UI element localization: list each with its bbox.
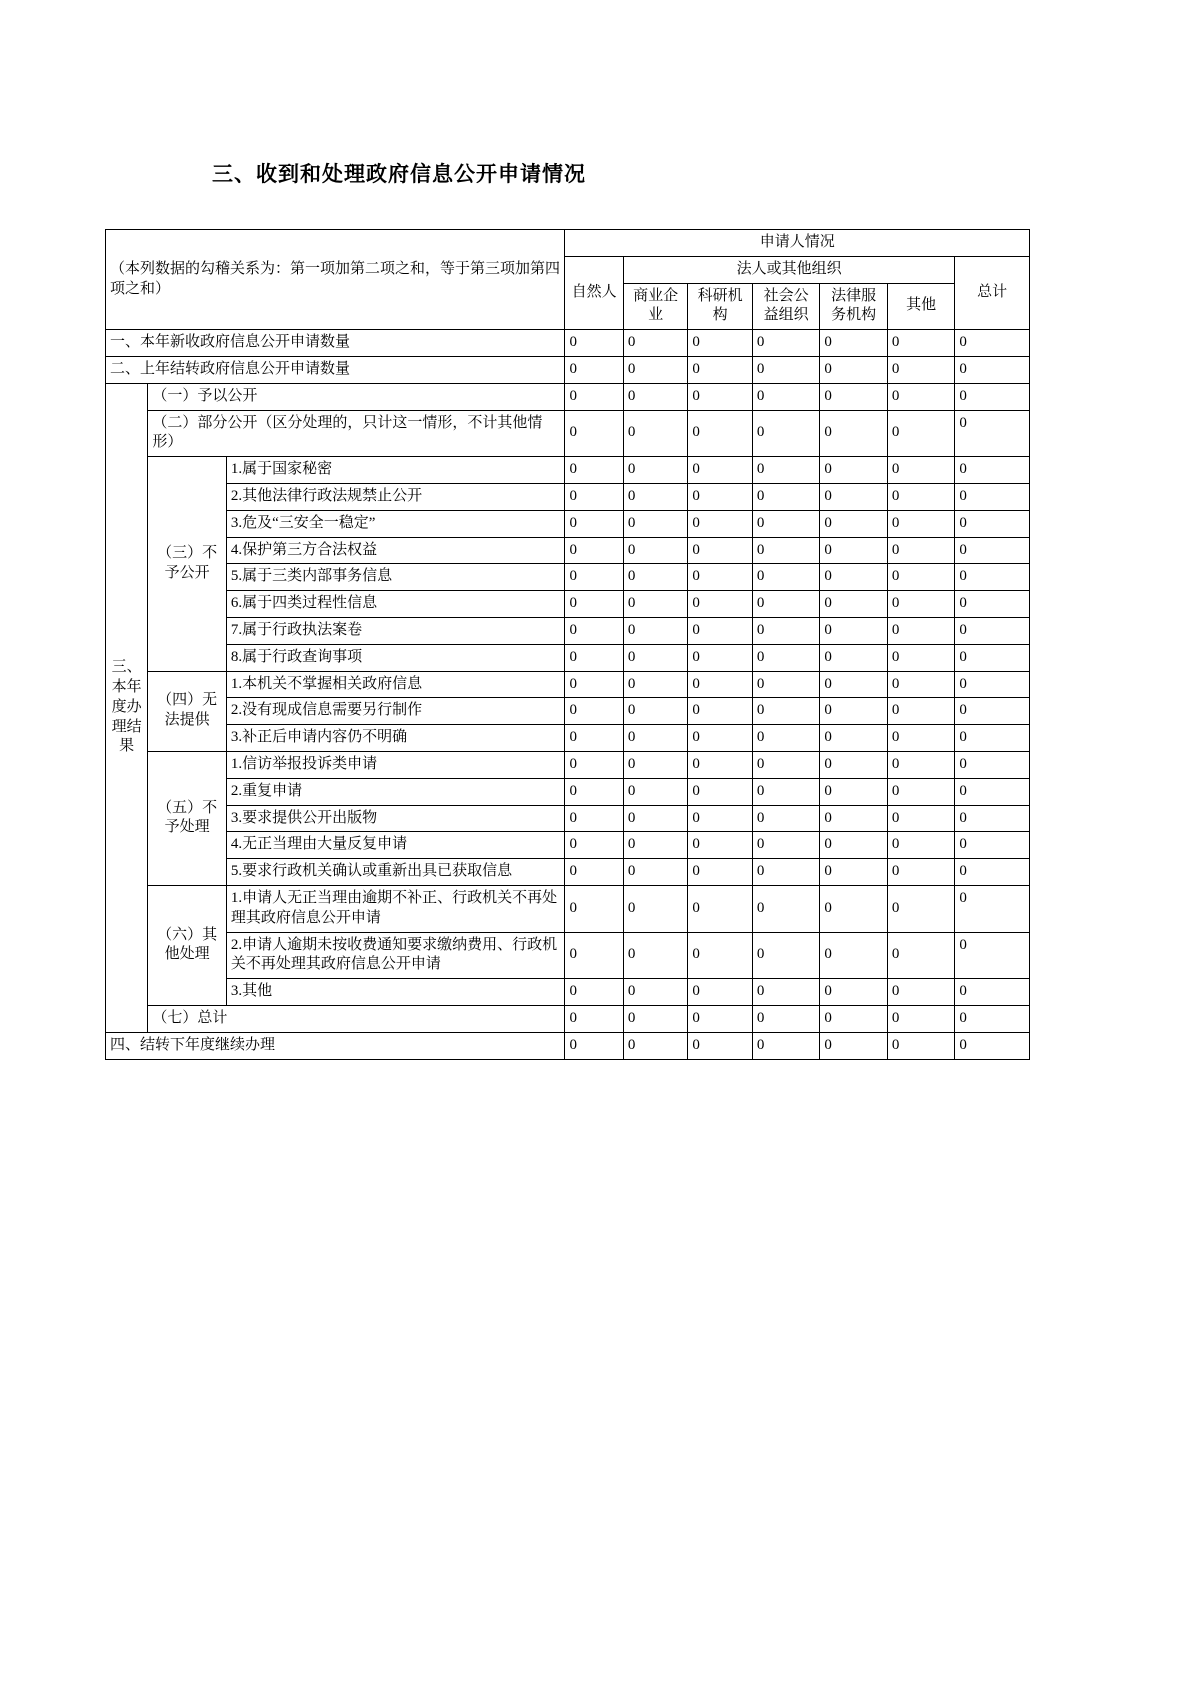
cell-value: 0 (887, 832, 955, 859)
cell-value: 0 (955, 932, 1030, 979)
cell-value: 0 (565, 617, 623, 644)
cell-value: 0 (623, 751, 687, 778)
cell-value: 0 (887, 537, 955, 564)
cell-value: 0 (565, 564, 623, 591)
cell-value: 0 (887, 725, 955, 752)
cell-value: 0 (955, 537, 1030, 564)
row-label-complaint-type: 1.信访举报投诉类申请 (226, 751, 565, 778)
cell-value: 0 (955, 483, 1030, 510)
cell-value: 0 (688, 778, 752, 805)
cell-value: 0 (623, 591, 687, 618)
cell-value: 0 (688, 617, 752, 644)
cell-value: 0 (565, 698, 623, 725)
cell-value: 0 (820, 510, 888, 537)
cell-value: 0 (955, 457, 1030, 484)
cell-value: 0 (565, 832, 623, 859)
table-row (106, 330, 1030, 357)
cell-value: 0 (752, 805, 820, 832)
table-row (106, 617, 1030, 644)
cell-value: 0 (820, 356, 888, 383)
cell-value: 0 (752, 617, 820, 644)
cell-value: 0 (752, 356, 820, 383)
header-natural-person: 自然人 (565, 256, 623, 329)
cell-value: 0 (565, 859, 623, 886)
cell-value: 0 (820, 751, 888, 778)
table-row (106, 457, 1030, 484)
cell-value: 0 (688, 483, 752, 510)
cell-value: 0 (820, 671, 888, 698)
header-col-research: 科研机构 (688, 283, 752, 330)
header-col-other: 其他 (887, 283, 955, 330)
cell-value: 0 (887, 457, 955, 484)
row-label-not-held: 1.本机关不掌握相关政府信息 (226, 671, 565, 698)
row-subgroup-unable-provide: （四）无法提供 (148, 671, 227, 751)
header-total: 总计 (955, 256, 1030, 329)
table-header-row-1 (106, 230, 1030, 257)
cell-value: 0 (623, 778, 687, 805)
cell-value: 0 (955, 671, 1030, 698)
cell-value: 0 (623, 383, 687, 410)
cell-value: 0 (623, 1032, 687, 1059)
cell-value: 0 (688, 510, 752, 537)
cell-value: 0 (820, 483, 888, 510)
cell-value: 0 (887, 383, 955, 410)
table-row (106, 832, 1030, 859)
cell-value: 0 (887, 778, 955, 805)
cell-value: 0 (623, 805, 687, 832)
row-label-endanger-security: 3.危及“三安全一稳定” (226, 510, 565, 537)
cell-value: 0 (688, 932, 752, 979)
row-label-disclose: （一）予以公开 (148, 383, 565, 410)
cell-value: 0 (688, 725, 752, 752)
cell-value: 0 (623, 885, 687, 932)
cell-value: 0 (887, 564, 955, 591)
cell-value: 0 (887, 591, 955, 618)
header-note: （本列数据的勾稽关系为：第一项加第二项之和，等于第三项加第四项之和） (106, 230, 565, 330)
cell-value: 0 (955, 859, 1030, 886)
row-label-subtotal: （七）总计 (148, 1005, 565, 1032)
cell-value: 0 (565, 778, 623, 805)
cell-value: 0 (820, 410, 888, 457)
cell-value: 0 (955, 698, 1030, 725)
header-col-public-welfare: 社会公益组织 (752, 283, 820, 330)
table-row (106, 725, 1030, 752)
cell-value: 0 (623, 859, 687, 886)
cell-value: 0 (752, 859, 820, 886)
cell-value: 0 (565, 1032, 623, 1059)
row-label-internal-affairs: 5.属于三类内部事务信息 (226, 564, 565, 591)
table-row (106, 1032, 1030, 1059)
cell-value: 0 (887, 510, 955, 537)
row-label-carry-next-year: 四、结转下年度继续办理 (106, 1032, 565, 1059)
row-label-still-unclear: 3.补正后申请内容仍不明确 (226, 725, 565, 752)
cell-value: 0 (955, 330, 1030, 357)
cell-value: 0 (565, 1005, 623, 1032)
cell-value: 0 (688, 751, 752, 778)
cell-value: 0 (752, 832, 820, 859)
cell-value: 0 (688, 979, 752, 1006)
table-row (106, 751, 1030, 778)
cell-value: 0 (955, 644, 1030, 671)
table-row (106, 671, 1030, 698)
cell-value: 0 (565, 510, 623, 537)
row-label-unpaid-fee: 2.申请人逾期未按收费通知要求缴纳费用、行政机关不再处理其政府信息公开申请 (226, 932, 565, 979)
cell-value: 0 (820, 725, 888, 752)
cell-value: 0 (752, 725, 820, 752)
cell-value: 0 (623, 617, 687, 644)
cell-value: 0 (623, 932, 687, 979)
cell-value: 0 (623, 979, 687, 1006)
cell-value: 0 (887, 859, 955, 886)
row-label-third-party-rights: 4.保护第三方合法权益 (226, 537, 565, 564)
row-label-state-secret: 1.属于国家秘密 (226, 457, 565, 484)
cell-value: 0 (565, 383, 623, 410)
cell-value: 0 (955, 725, 1030, 752)
row-label-repeated-no-reason: 4.无正当理由大量反复申请 (226, 832, 565, 859)
information-disclosure-table (105, 229, 1030, 1060)
cell-value: 0 (688, 410, 752, 457)
cell-value: 0 (623, 537, 687, 564)
row-label-other: 3.其他 (226, 979, 565, 1006)
cell-value: 0 (820, 617, 888, 644)
cell-value: 0 (887, 356, 955, 383)
cell-value: 0 (688, 859, 752, 886)
cell-value: 0 (623, 356, 687, 383)
table-row (106, 483, 1030, 510)
cell-value: 0 (752, 383, 820, 410)
row-label-other-law-prohibits: 2.其他法律行政法规禁止公开 (226, 483, 565, 510)
header-col-legal-service: 法律服务机构 (820, 283, 888, 330)
page-title: 三、收到和处理政府信息公开申请情况 (212, 162, 586, 186)
cell-value: 0 (752, 932, 820, 979)
row-label-publications: 3.要求提供公开出版物 (226, 805, 565, 832)
cell-value: 0 (752, 751, 820, 778)
cell-value: 0 (752, 885, 820, 932)
cell-value: 0 (623, 410, 687, 457)
cell-value: 0 (955, 591, 1030, 618)
table-row (106, 356, 1030, 383)
cell-value: 0 (820, 698, 888, 725)
cell-value: 0 (887, 979, 955, 1006)
cell-value: 0 (887, 330, 955, 357)
cell-value: 0 (887, 644, 955, 671)
cell-value: 0 (820, 591, 888, 618)
cell-value: 0 (887, 932, 955, 979)
table-row (106, 510, 1030, 537)
row-label-duplicate: 2.重复申请 (226, 778, 565, 805)
cell-value: 0 (752, 698, 820, 725)
cell-value: 0 (955, 510, 1030, 537)
cell-value: 0 (565, 725, 623, 752)
cell-value: 0 (623, 510, 687, 537)
cell-value: 0 (752, 979, 820, 1006)
cell-value: 0 (887, 698, 955, 725)
table-row (106, 1005, 1030, 1032)
cell-value: 0 (887, 410, 955, 457)
cell-value: 0 (887, 1032, 955, 1059)
cell-value: 0 (623, 483, 687, 510)
cell-value: 0 (887, 885, 955, 932)
cell-value: 0 (623, 671, 687, 698)
cell-value: 0 (820, 932, 888, 979)
row-label-new-applications: 一、本年新收政府信息公开申请数量 (106, 330, 565, 357)
row-group-annual-results: 三、本年度办理结果 (106, 383, 148, 1032)
cell-value: 0 (887, 751, 955, 778)
row-label-confirm-reissue: 5.要求行政机关确认或重新出具已获取信息 (226, 859, 565, 886)
cell-value: 0 (565, 671, 623, 698)
row-label-no-correction: 1.申请人无正当理由逾期不补正、行政机关不再处理其政府信息公开申请 (226, 885, 565, 932)
row-label-process-info: 6.属于四类过程性信息 (226, 591, 565, 618)
cell-value: 0 (565, 356, 623, 383)
cell-value: 0 (565, 979, 623, 1006)
table-row (106, 591, 1030, 618)
cell-value: 0 (820, 457, 888, 484)
cell-value: 0 (820, 537, 888, 564)
table-row (106, 859, 1030, 886)
cell-value: 0 (887, 671, 955, 698)
cell-value: 0 (955, 885, 1030, 932)
cell-value: 0 (955, 383, 1030, 410)
cell-value: 0 (688, 1005, 752, 1032)
cell-value: 0 (820, 644, 888, 671)
cell-value: 0 (752, 457, 820, 484)
row-label-needs-creation: 2.没有现成信息需要另行制作 (226, 698, 565, 725)
cell-value: 0 (820, 778, 888, 805)
cell-value: 0 (820, 330, 888, 357)
cell-value: 0 (820, 1032, 888, 1059)
cell-value: 0 (688, 330, 752, 357)
row-subgroup-not-disclosed: （三）不予公开 (148, 457, 227, 671)
cell-value: 0 (955, 356, 1030, 383)
cell-value: 0 (820, 805, 888, 832)
cell-value: 0 (752, 1005, 820, 1032)
cell-value: 0 (623, 644, 687, 671)
cell-value: 0 (820, 859, 888, 886)
cell-value: 0 (820, 564, 888, 591)
cell-value: 0 (565, 330, 623, 357)
cell-value: 0 (623, 330, 687, 357)
cell-value: 0 (565, 932, 623, 979)
cell-value: 0 (688, 356, 752, 383)
cell-value: 0 (565, 591, 623, 618)
cell-value: 0 (955, 751, 1030, 778)
cell-value: 0 (955, 1005, 1030, 1032)
cell-value: 0 (752, 483, 820, 510)
cell-value: 0 (820, 885, 888, 932)
cell-value: 0 (752, 330, 820, 357)
cell-value: 0 (688, 591, 752, 618)
cell-value: 0 (955, 564, 1030, 591)
table-row (106, 805, 1030, 832)
cell-value: 0 (623, 832, 687, 859)
cell-value: 0 (688, 383, 752, 410)
table-row (106, 932, 1030, 979)
row-subgroup-other-handling: （六）其他处理 (148, 885, 227, 1005)
cell-value: 0 (623, 457, 687, 484)
row-label-partial-disclose: （二）部分公开（区分处理的，只计这一情形，不计其他情形） (148, 410, 565, 457)
cell-value: 0 (565, 751, 623, 778)
cell-value: 0 (565, 644, 623, 671)
cell-value: 0 (623, 1005, 687, 1032)
cell-value: 0 (752, 591, 820, 618)
cell-value: 0 (688, 644, 752, 671)
cell-value: 0 (565, 410, 623, 457)
table-row (106, 885, 1030, 932)
cell-value: 0 (688, 1032, 752, 1059)
cell-value: 0 (752, 1032, 820, 1059)
table-row (106, 537, 1030, 564)
table-row (106, 410, 1030, 457)
cell-value: 0 (565, 885, 623, 932)
table-row (106, 778, 1030, 805)
cell-value: 0 (623, 698, 687, 725)
cell-value: 0 (752, 778, 820, 805)
cell-value: 0 (887, 483, 955, 510)
cell-value: 0 (565, 457, 623, 484)
cell-value: 0 (752, 510, 820, 537)
cell-value: 0 (688, 537, 752, 564)
cell-value: 0 (565, 805, 623, 832)
cell-value: 0 (688, 885, 752, 932)
cell-value: 0 (752, 671, 820, 698)
cell-value: 0 (955, 410, 1030, 457)
cell-value: 0 (688, 805, 752, 832)
cell-value: 0 (623, 725, 687, 752)
cell-value: 0 (955, 832, 1030, 859)
cell-value: 0 (955, 617, 1030, 644)
cell-value: 0 (565, 483, 623, 510)
cell-value: 0 (752, 410, 820, 457)
cell-value: 0 (688, 698, 752, 725)
row-label-enforcement-files: 7.属于行政执法案卷 (226, 617, 565, 644)
cell-value: 0 (955, 1032, 1030, 1059)
cell-value: 0 (752, 537, 820, 564)
cell-value: 0 (688, 564, 752, 591)
cell-value: 0 (820, 979, 888, 1006)
cell-value: 0 (623, 564, 687, 591)
header-legal-group: 法人或其他组织 (623, 256, 954, 283)
cell-value: 0 (752, 644, 820, 671)
cell-value: 0 (887, 805, 955, 832)
cell-value: 0 (887, 1005, 955, 1032)
row-label-carryover: 二、上年结转政府信息公开申请数量 (106, 356, 565, 383)
cell-value: 0 (820, 832, 888, 859)
cell-value: 0 (955, 979, 1030, 1006)
cell-value: 0 (752, 564, 820, 591)
table-row (106, 698, 1030, 725)
cell-value: 0 (565, 537, 623, 564)
header-col-commercial: 商业企业 (623, 283, 687, 330)
cell-value: 0 (820, 1005, 888, 1032)
table-row (106, 383, 1030, 410)
cell-value: 0 (688, 832, 752, 859)
table-row (106, 644, 1030, 671)
row-label-admin-query: 8.属于行政查询事项 (226, 644, 565, 671)
cell-value: 0 (955, 805, 1030, 832)
table-row (106, 979, 1030, 1006)
header-applicant-group: 申请人情况 (565, 230, 1030, 257)
cell-value: 0 (820, 383, 888, 410)
cell-value: 0 (688, 671, 752, 698)
table-row (106, 564, 1030, 591)
row-subgroup-not-processed: （五）不予处理 (148, 751, 227, 885)
cell-value: 0 (688, 457, 752, 484)
cell-value: 0 (887, 617, 955, 644)
cell-value: 0 (955, 778, 1030, 805)
